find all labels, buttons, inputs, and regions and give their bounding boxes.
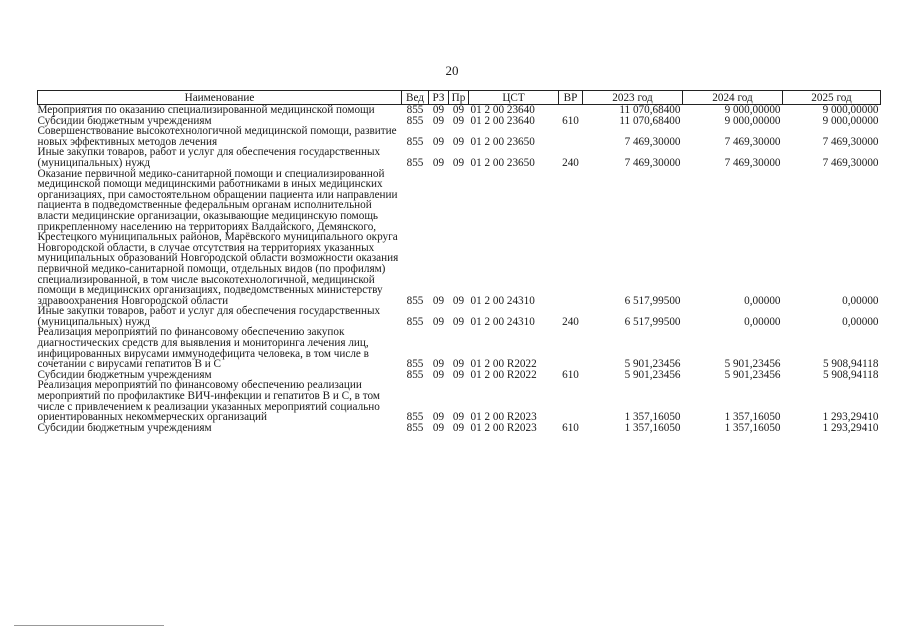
cell-name: Реализация мероприятий по финансовому обеспечению реализации мероприятий по профилактике ВИЧ-инфекции и гепатитов В и С, в том числе с привлечением к реализации указанных мероприятий социально ориентированных некоммерческих организаций	[37, 379, 380, 424]
cell-y2024: 9 000,00000	[724, 104, 781, 116]
cell-vr	[559, 105, 583, 116]
table-row	[38, 327, 881, 369]
table-row	[38, 147, 881, 168]
table-header-row	[38, 91, 881, 105]
cell-y2023: 6 517,99500	[624, 294, 681, 307]
cell-name: Иные закупки товаров, работ и услуг для обеспечения государственных (муниципальных) нужд	[37, 146, 381, 169]
cell-vr: 610	[562, 368, 579, 381]
cell-name: Иные закупки товаров, работ и услуг для обеспечения государственных (муниципальных) нужд	[37, 305, 381, 328]
cell-y2024: 0,00000	[744, 294, 781, 307]
cell-ved: 855	[406, 135, 424, 148]
header-2025: 2025 год	[783, 91, 881, 105]
cell-name: Субсидии бюджетным учреждениям	[37, 114, 212, 127]
cell-name: Оказание первичной медико-санитарной помощи и специализированной медицинской помощи медицинскими работниками в иных медицинских организациях, при самостоятельном обращении пациента или направлении пациента в подведомственные федеральным органам исполнительной власти медицинские организации, оказывающие медицинскую помощь прикрепленному населению на территориях Валдайского, Демянского, Крестецкого муниципальных районов, Марёвского муниципального округа Новгородской области, в случае отсутствия на территориях указанных муниципальных образований Новгородской области возможности оказания первичной медико-санитарной помощи, отдельных видов (по профилям) специализированной, в том числе высокотехнологичной, медицинской помощи в медицинских организациях, подведомственных министерству здравоохранения Новгородской области	[37, 167, 399, 307]
budget-table	[37, 90, 881, 433]
cell-name: Мероприятия по оказанию специализированной медицинской помощи	[37, 104, 375, 116]
cell-pr: 09	[452, 294, 465, 307]
cell-vr: 610	[562, 114, 579, 127]
cell-rz: 09	[432, 421, 445, 434]
cell-vr	[559, 169, 583, 307]
cell-ved: 855	[406, 358, 424, 371]
cell-cst: 01 2 00 24310	[470, 294, 535, 307]
cell-rz: 09	[432, 104, 445, 116]
cell-y2025: 5 908,94118	[822, 358, 879, 371]
cell-y2023: 11 070,68400	[619, 114, 681, 127]
cell-cst: 01 2 00 R2022	[470, 358, 537, 371]
cell-y2023: 7 469,30000	[624, 135, 681, 148]
cell-rz: 09	[432, 156, 445, 169]
cell-cst: 01 2 00 23640	[470, 104, 535, 116]
cell-ved: 855	[406, 156, 424, 169]
cell-y2024: 1 357,16050	[724, 411, 781, 424]
cell-rz: 09	[432, 411, 445, 424]
cell-ved: 855	[406, 294, 424, 307]
cell-y2025: 0,00000	[842, 294, 879, 307]
cell-pr: 09	[452, 114, 465, 127]
header-2023: 2023 год	[583, 91, 683, 105]
cell-y2023: 5 901,23456	[624, 358, 681, 371]
cell-y2025: 0,00000	[842, 315, 879, 328]
cell-pr: 09	[452, 135, 465, 148]
cell-ved: 855	[406, 114, 424, 127]
page-number: 20	[445, 63, 459, 78]
cell-pr: 09	[452, 104, 465, 116]
cell-name: Субсидии бюджетным учреждениям	[37, 421, 212, 434]
cell-vr	[559, 126, 583, 147]
cell-cst: 01 2 00 R2023	[470, 411, 537, 424]
cell-ved: 855	[406, 368, 424, 381]
cell-rz: 09	[432, 114, 445, 127]
cell-vr: 610	[562, 421, 579, 434]
cell-y2023: 11 070,68400	[619, 104, 681, 116]
header-2024: 2024 год	[683, 91, 783, 105]
cell-name: Субсидии бюджетным учреждениям	[37, 368, 212, 381]
table-row	[38, 380, 881, 422]
table-row	[38, 423, 881, 434]
cell-y2024: 7 469,30000	[724, 135, 781, 148]
cell-y2024: 9 000,00000	[724, 114, 781, 127]
cell-cst: 01 2 00 23650	[470, 135, 535, 148]
cell-vr	[559, 327, 583, 369]
cell-y2025: 7 469,30000	[822, 135, 879, 148]
cell-y2025: 9 000,00000	[822, 104, 879, 116]
table-row	[38, 169, 881, 307]
cell-y2025: 1 293,29410	[822, 421, 879, 434]
cell-y2025: 1 293,29410	[822, 411, 879, 424]
cell-y2024: 7 469,30000	[724, 156, 781, 169]
header-name: Наименование	[38, 91, 402, 105]
table-row	[38, 306, 881, 327]
cell-ved: 855	[406, 315, 424, 328]
cell-y2023: 1 357,16050	[624, 411, 681, 424]
cell-rz: 09	[432, 315, 445, 328]
cell-y2023: 7 469,30000	[624, 156, 681, 169]
cell-name: Реализация мероприятий по финансовому обеспечению закупок диагностических средств для выявления и мониторинга лечения лиц, инфицированных вирусами иммунодефицита человека, в том числе в сочетании с вирусами гепатитов В и С	[37, 326, 369, 371]
cell-cst: 01 2 00 23650	[470, 156, 535, 169]
cell-y2024: 5 901,23456	[724, 368, 781, 381]
cell-y2025: 5 908,94118	[822, 368, 879, 381]
cell-ved: 855	[406, 421, 424, 434]
header-ved: Вед	[402, 91, 429, 105]
cell-ved: 855	[406, 411, 424, 424]
table-body	[38, 105, 881, 434]
cell-pr: 09	[452, 358, 465, 371]
cell-pr: 09	[452, 315, 465, 328]
footer-rule	[14, 625, 164, 626]
header-pr: Пр	[449, 91, 469, 105]
cell-y2024: 0,00000	[744, 315, 781, 328]
cell-pr: 09	[452, 421, 465, 434]
cell-cst: 01 2 00 R2023	[470, 421, 537, 434]
cell-cst: 01 2 00 23640	[470, 114, 535, 127]
cell-rz: 09	[432, 358, 445, 371]
cell-cst: 01 2 00 24310	[470, 315, 535, 328]
cell-cst: 01 2 00 R2022	[470, 368, 537, 381]
cell-y2024: 1 357,16050	[724, 421, 781, 434]
cell-vr: 240	[562, 156, 579, 169]
cell-rz: 09	[432, 368, 445, 381]
cell-pr: 09	[452, 368, 465, 381]
header-cst: ЦСТ	[469, 91, 559, 105]
cell-pr: 09	[452, 156, 465, 169]
table-row	[38, 105, 881, 116]
cell-y2023: 1 357,16050	[624, 421, 681, 434]
cell-y2024: 5 901,23456	[724, 358, 781, 371]
cell-ved: 855	[406, 104, 424, 116]
cell-name: Совершенствование высокотехнологичной медицинской помощи, развитие новых эффективных методов лечения	[37, 125, 397, 148]
cell-vr	[559, 380, 583, 422]
cell-pr: 09	[452, 411, 465, 424]
table-row	[38, 126, 881, 147]
cell-y2023: 6 517,99500	[624, 315, 681, 328]
cell-y2025: 9 000,00000	[822, 114, 879, 127]
header-vr: ВР	[559, 91, 583, 105]
cell-rz: 09	[432, 294, 445, 307]
header-rz: РЗ	[429, 91, 449, 105]
cell-vr: 240	[562, 315, 579, 328]
cell-y2025: 7 469,30000	[822, 156, 879, 169]
cell-y2023: 5 901,23456	[624, 368, 681, 381]
cell-rz: 09	[432, 135, 445, 148]
